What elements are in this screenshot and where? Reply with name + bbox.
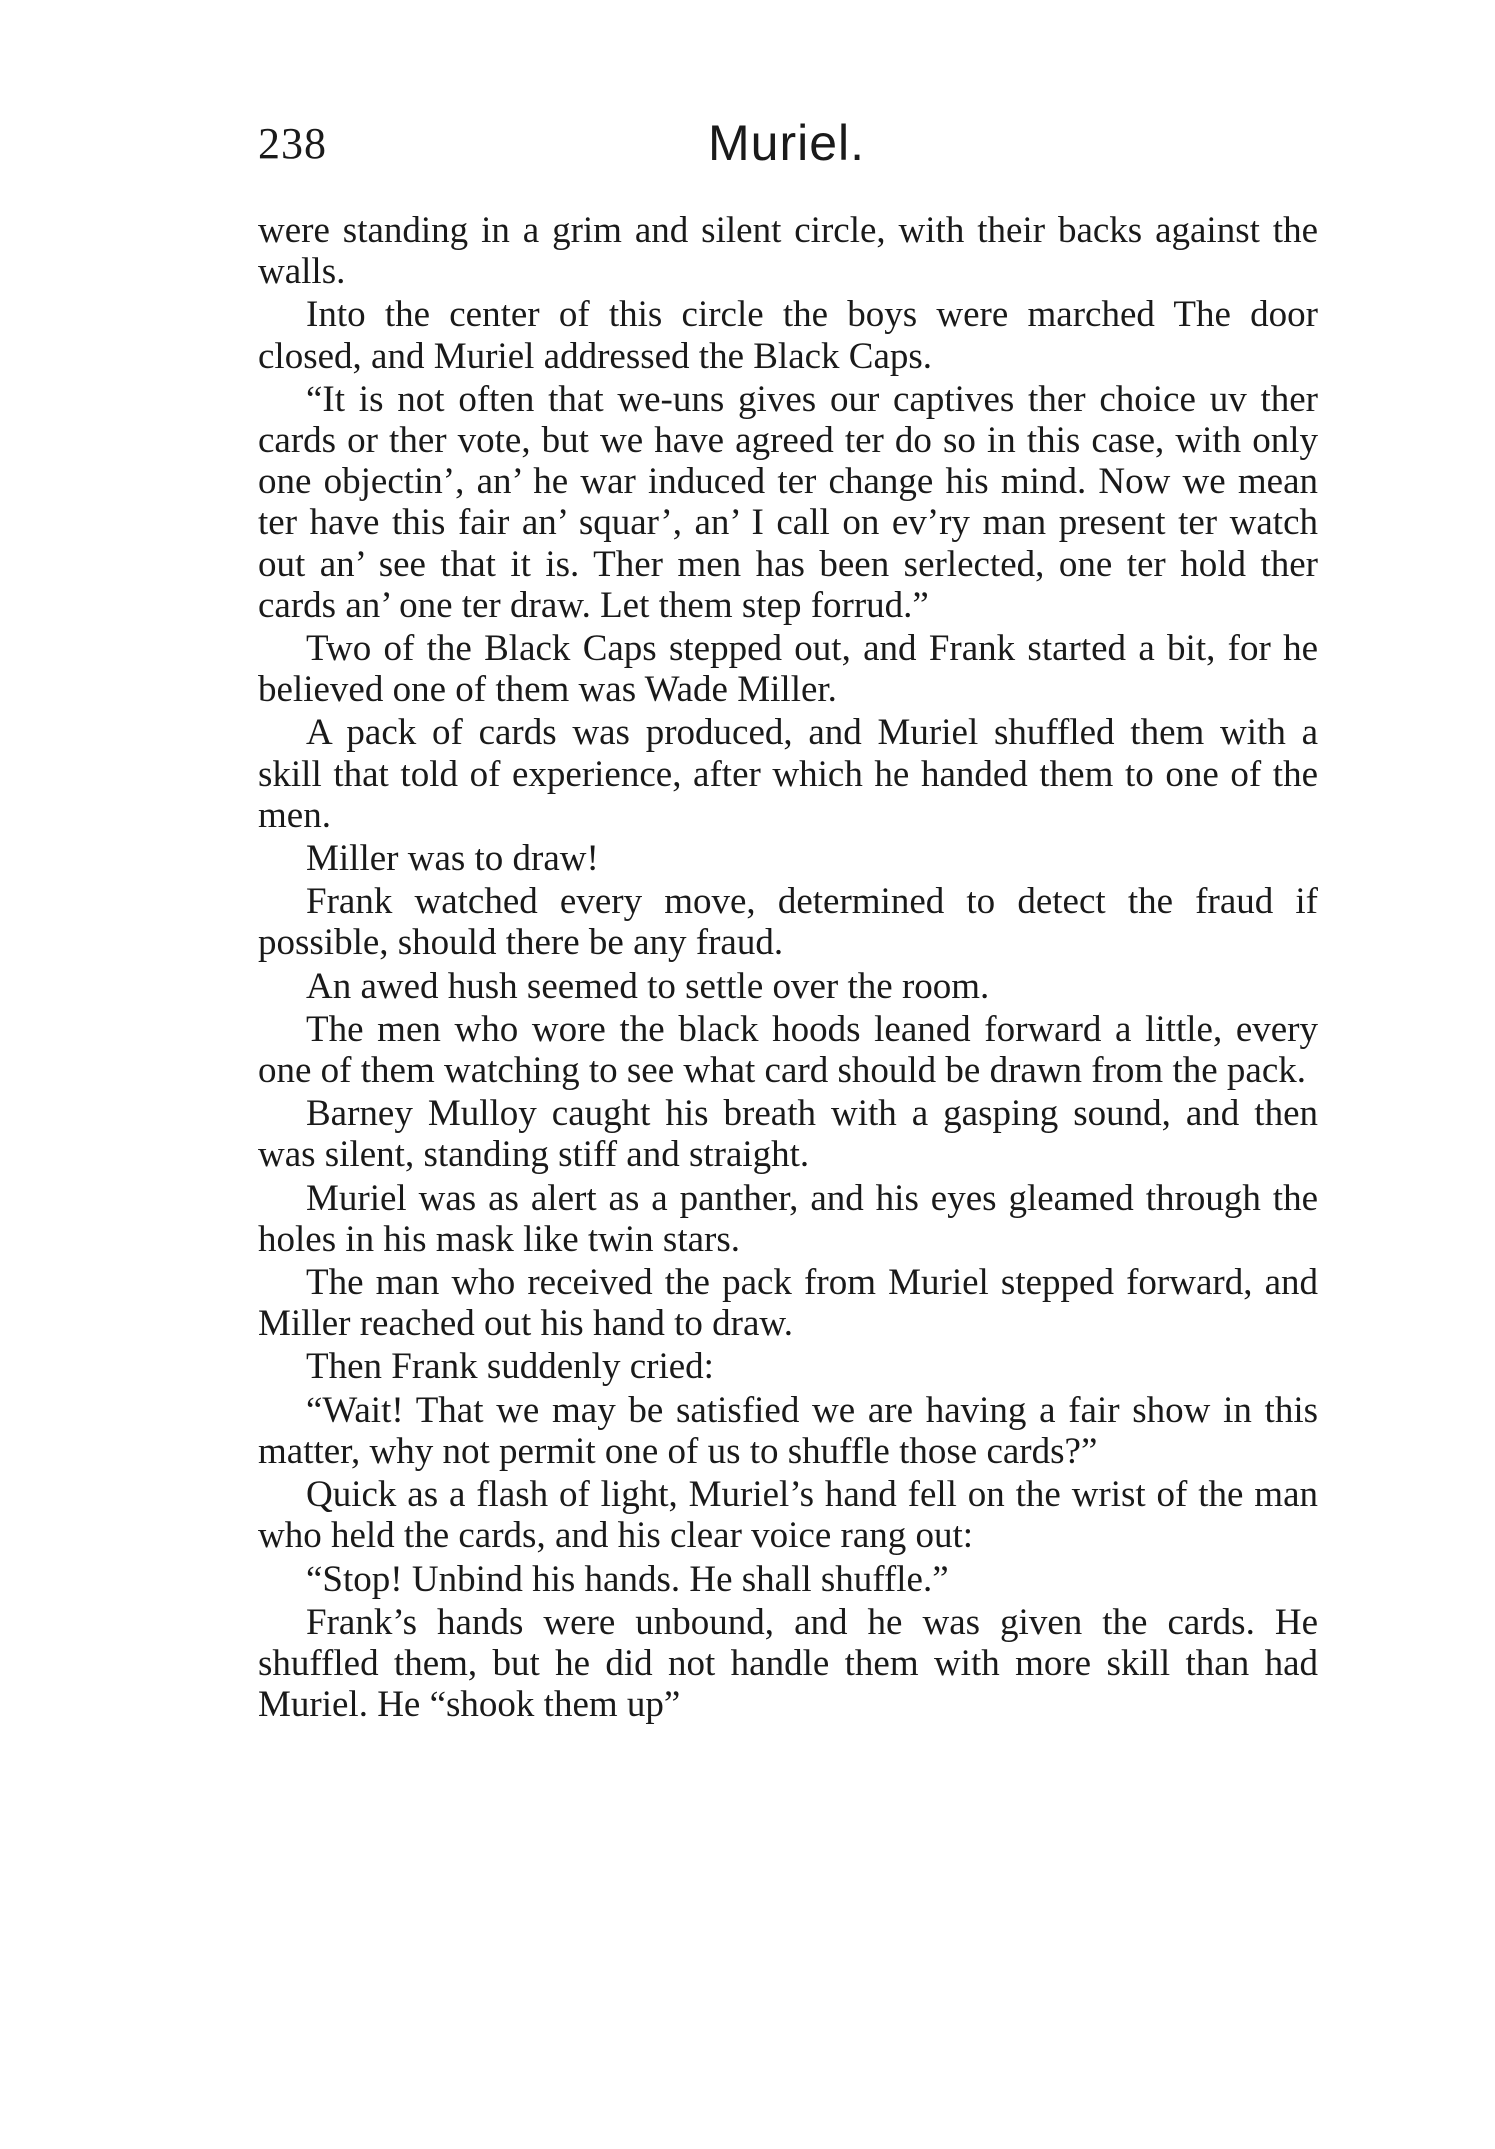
paragraph: “Wait! That we may be satisfied we are having a fair show in this matter, why not permit one of us to shuffle those cards?” xyxy=(258,1389,1318,1472)
paragraph: “It is not often that we-uns gives our captives ther choice uv ther cards or ther vote, but we have agreed ter do so in this case, with only one objectin’, an’ he war induced ter change his mind. Now we mean ter have this fair an’ squar’, an’ I call on ev’ry man present ter watch out an’ see that it is. Ther men has been serlected, one ter hold ther cards an’ one ter draw. Let them step forrud.” xyxy=(258,378,1318,626)
paragraph: The man who received the pack from Muriel stepped forward, and Miller reached out his hand to draw. xyxy=(258,1262,1318,1345)
paragraph: “Stop! Unbind his hands. He shall shuffle.” xyxy=(306,1558,949,1600)
paragraph: Into the center of this circle the boys were marched The door closed, and Muriel addressed the Black Caps. xyxy=(258,294,1318,377)
paragraph: Miller was to draw! xyxy=(306,838,599,880)
page-header xyxy=(258,115,1318,178)
paragraph: Frank watched every move, determined to detect the fraud if possible, should there be any fraud. xyxy=(258,881,1318,964)
paragraph-continued: were standing in a grim and silent circle, with their backs against the walls. xyxy=(258,210,1318,293)
running-title: Muriel. xyxy=(708,115,866,171)
page-number: 238 xyxy=(258,119,327,168)
paragraph: Two of the Black Caps stepped out, and Frank started a bit, for he believed one of them was Wade Miller. xyxy=(258,628,1318,711)
paragraph: Muriel was as alert as a panther, and his eyes gleamed through the holes in his mask like twin stars. xyxy=(258,1177,1318,1260)
paragraph: Barney Mulloy caught his breath with a gasping sound, and then was silent, standing stiff and straight. xyxy=(258,1093,1318,1176)
paragraph: Then Frank suddenly cried: xyxy=(306,1346,714,1388)
body-text xyxy=(258,210,1318,1727)
paragraph: A pack of cards was produced, and Muriel shuffled them with a skill that told of experience, after which he handed them to one of the men. xyxy=(258,712,1318,836)
paragraph: Quick as a flash of light, Muriel’s hand fell on the wrist of the man who held the cards, and his clear voice rang out: xyxy=(258,1474,1318,1557)
paragraph: An awed hush seemed to settle over the room. xyxy=(306,965,990,1007)
paragraph: Frank’s hands were unbound, and he was given the cards. He shuffled them, but he did not handle them with more skill than had Muriel. He “shook them up” xyxy=(258,1601,1318,1726)
paragraph: The men who wore the black hoods leaned forward a little, every one of them watching to see what card should be drawn from the pack. xyxy=(258,1008,1318,1092)
